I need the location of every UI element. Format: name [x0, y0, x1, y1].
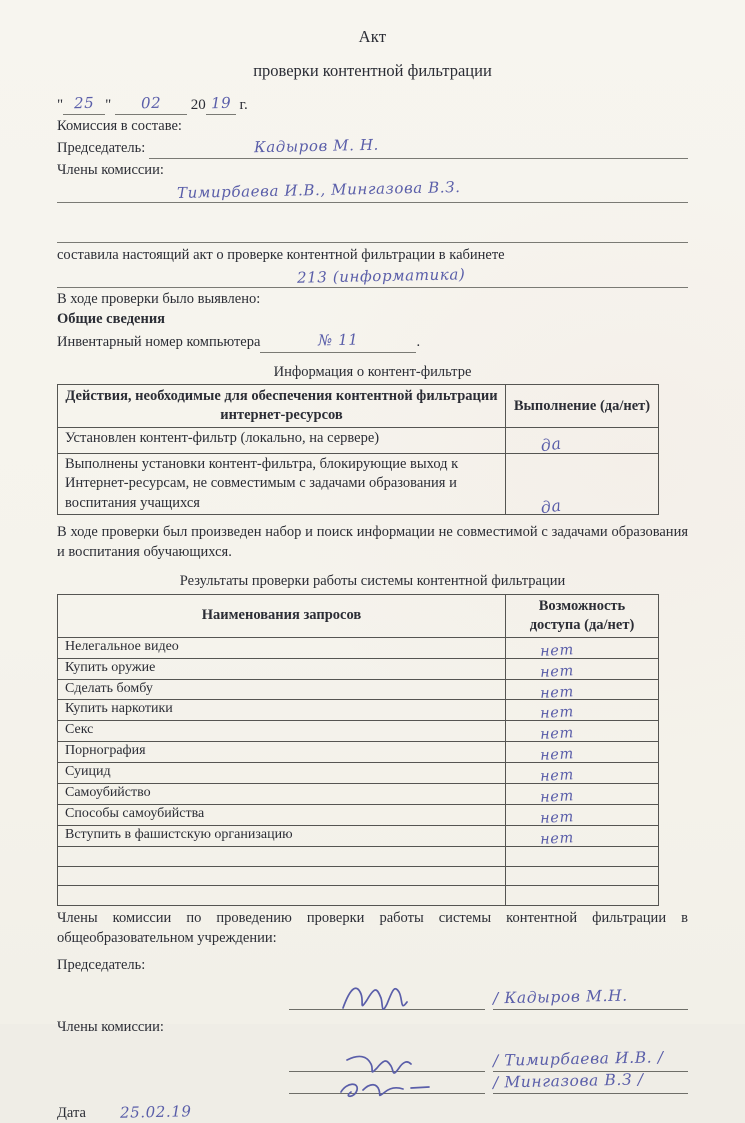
act-statement: составила настоящий акт о проверке контентной фильтрации в кабинете: [57, 247, 505, 264]
table2-header-row: [58, 595, 659, 638]
chairman-name-line: [493, 987, 689, 1010]
quote-close: ": [105, 96, 112, 113]
date-label: Дата: [57, 1104, 86, 1121]
row-text-cell: Выполнены установки контент-фильтра, блокирующие выход к Интернет-ресурсам, не совместимым с задачами образования и воспитания учащихся: [58, 453, 506, 515]
row-handwritten-cell: [506, 721, 659, 742]
member2-signature-scribble: [337, 1078, 447, 1100]
quote-open: ": [57, 96, 64, 113]
footer-members-label: Члены комиссии:: [57, 1018, 164, 1035]
chairman-signature-scribble: [337, 982, 433, 1016]
table-row: [58, 742, 659, 763]
closing-statement: Члены комиссии по проведению проверки работы системы контентной фильтрации в общеобразовательном учреждении:: [57, 910, 688, 946]
handwritten-answer: нет: [539, 746, 575, 765]
general-info-heading: Общие сведения: [57, 310, 166, 327]
handwritten-year: 19: [210, 93, 232, 112]
row-text-cell: Купить оружие: [58, 658, 506, 679]
table-row: [58, 700, 659, 721]
table-row: [58, 804, 659, 825]
row-text-cell: Самоубийство: [58, 783, 506, 804]
handwritten-answer: нет: [539, 829, 575, 848]
row-text-cell: Способы самоубийства: [58, 804, 506, 825]
table2-title: Результаты проверки работы системы контентной фильтрации: [179, 573, 566, 590]
year-suffix: г.: [239, 96, 248, 113]
row-text-cell: Установлен контент-фильтр (локально, на сервере): [58, 428, 506, 454]
handwritten-member2-signature-name: / Мингазова В.З /: [492, 1070, 644, 1092]
blank-fill-line: [57, 223, 688, 243]
row-handwritten-cell: [506, 825, 659, 846]
row-handwritten-cell: [506, 763, 659, 784]
footer-date-line: [57, 1102, 688, 1123]
row-handwritten-cell: [506, 783, 659, 804]
table-row: [58, 846, 659, 866]
handwritten-answer: нет: [539, 704, 575, 723]
members-label: Члены комиссии:: [57, 161, 164, 178]
search-note: В ходе проверки был произведен набор и поиск информации не совместимой с задачами образования и воспитания обучающихся.: [57, 524, 688, 560]
handwritten-answer: нет: [539, 725, 575, 744]
row-text-cell: [58, 846, 506, 866]
row-handwritten-cell: [506, 453, 659, 518]
chairman-fill-line: [149, 136, 688, 159]
handwritten-answer: нет: [539, 662, 575, 681]
table-row: [58, 763, 659, 784]
handwritten-answer: нет: [539, 788, 575, 806]
row-text-cell: Секс: [58, 721, 506, 742]
member1-signature-line: [289, 1049, 485, 1072]
inventory-fill-line: [260, 330, 416, 353]
handwritten-chairman-signature-name: / Кадыров М.Н.: [492, 987, 628, 1008]
table-row: [58, 721, 659, 742]
row-text-cell: [58, 886, 506, 906]
table-row: [58, 453, 659, 515]
row-text-cell: Суицид: [58, 763, 506, 784]
row-handwritten-cell: [506, 742, 659, 763]
handwritten-cabinet: 213 (информатика): [296, 264, 466, 287]
inventory-line: [57, 330, 688, 353]
table1-title: Информация о контент-фильтре: [273, 363, 472, 380]
handwritten-members-names: Тимирбаева И.В., Мингазова В.З.: [176, 178, 461, 203]
row-text-cell: [58, 866, 506, 886]
table2-col2-header: Возможность доступа (да/нет): [506, 595, 659, 638]
chairman-line: [57, 136, 688, 159]
handwritten-answer: нет: [539, 767, 575, 785]
handwritten-member1-signature-name: / Тимирбаева И.В. /: [492, 1048, 664, 1070]
member2-name-line: [493, 1071, 689, 1094]
table-row: [58, 886, 659, 906]
footer-chairman-label: Председатель:: [57, 957, 146, 974]
row-handwritten-cell: [506, 804, 659, 825]
cabinet-fill-line: [57, 266, 688, 289]
row-text-cell: Купить наркотики: [58, 700, 506, 721]
row-handwritten-cell: [506, 700, 659, 721]
row-handwritten-cell: [506, 658, 659, 679]
table1-col1-header: Действия, необходимые для обеспечения контентной фильтрации интернет-ресурсов: [58, 385, 506, 428]
members-fill-line: [57, 180, 688, 203]
inventory-period: .: [416, 334, 421, 351]
handwritten-month: 02: [140, 93, 162, 112]
table-row: [58, 825, 659, 846]
row-handwritten-cell: [506, 428, 659, 454]
table2-col1-header: Наименования запросов: [58, 595, 506, 638]
table-row: [58, 637, 659, 658]
table-row: [58, 783, 659, 804]
row-handwritten-cell: [506, 846, 659, 866]
row-handwritten-cell: [506, 886, 659, 906]
table1-header-row: [58, 385, 659, 428]
document-date-line: [57, 93, 688, 115]
table-row: [58, 658, 659, 679]
document-subtitle: проверки контентной фильтрации: [253, 61, 492, 81]
handwritten-answer: нет: [539, 683, 575, 702]
table-row: [58, 866, 659, 886]
handwritten-answer: нет: [539, 641, 575, 660]
year-century: 20: [190, 96, 206, 113]
chairman-signature-row: [289, 988, 688, 1010]
chairman-signature-line: [289, 987, 485, 1010]
handwritten-answer: нет: [539, 808, 575, 827]
row-text-cell: Нелегальное видео: [58, 637, 506, 658]
row-text-cell: Вступить в фашистскую организацию: [58, 825, 506, 846]
findings-label: В ходе проверки было выявлено:: [57, 291, 261, 308]
content-filter-info-table: [57, 384, 659, 518]
commission-label: Комиссия в составе:: [57, 117, 182, 134]
handwritten-inventory-number: № 11: [318, 330, 359, 350]
handwritten-day: 25: [73, 93, 95, 112]
chairman-label: Председатель:: [57, 140, 146, 157]
handwritten-date-value: 25.02.19: [119, 1101, 192, 1122]
member2-signature-row: [289, 1072, 688, 1094]
document-title: Акт: [358, 27, 387, 46]
row-text-cell: Порнография: [58, 742, 506, 763]
member1-signature-row: [289, 1050, 688, 1072]
handwritten-chairman-name: Кадыров М. Н.: [254, 136, 380, 157]
member1-name-line: [493, 1049, 689, 1072]
handwritten-answer: да: [539, 495, 563, 518]
query-results-table: [57, 594, 659, 906]
row-text-cell: Сделать бомбу: [58, 679, 506, 700]
member2-signature-line: [289, 1071, 485, 1094]
table1-col2-header: Выполнение (да/нет): [506, 385, 659, 428]
handwritten-answer: да: [539, 433, 563, 456]
row-handwritten-cell: [506, 679, 659, 700]
inventory-label: Инвентарный номер компьютера: [57, 334, 261, 351]
table-row: [58, 428, 659, 454]
row-handwritten-cell: [506, 866, 659, 886]
table-row: [58, 679, 659, 700]
row-handwritten-cell: [506, 637, 659, 658]
